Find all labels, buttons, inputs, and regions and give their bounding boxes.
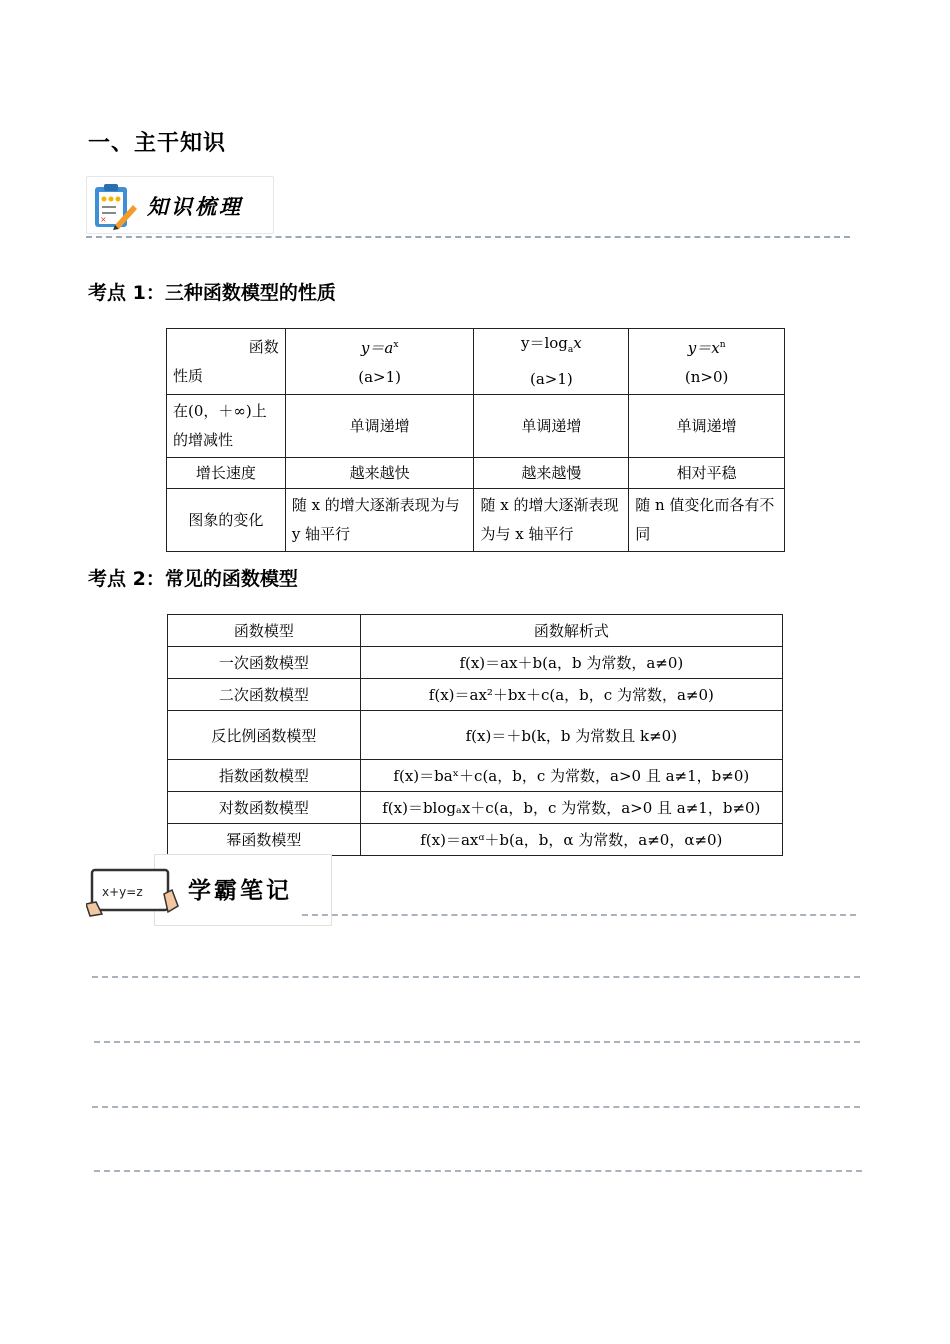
svg-text:×: × [100, 215, 107, 224]
notes-badge-title: 学霸笔记 [188, 878, 292, 904]
model-name: 反比例函数模型 [168, 711, 361, 760]
table-cell: 越来越慢 [474, 458, 629, 489]
table-row [168, 711, 783, 760]
table-cell: 单调递增 [474, 395, 629, 458]
row-label: 图象的变化 [167, 489, 286, 552]
note-line [92, 976, 860, 978]
model-name: 对数函数模型 [168, 792, 361, 824]
table-header-row [168, 615, 783, 647]
row-label: 在(0，＋∞)上的增减性 [167, 395, 286, 458]
note-line [92, 1106, 860, 1108]
page-heading: 一、主干知识 [88, 131, 227, 156]
notes-badge [86, 856, 330, 924]
table-row [168, 679, 783, 711]
section-title-2: 考点 2：常见的函数模型 [88, 568, 298, 590]
col-header-exponential: $y=a^x$ (a>1) [285, 329, 474, 395]
section-title-1: 考点 1：三种函数模型的性质 [88, 282, 336, 304]
col-header-logarithmic: $y=\log_ax$ (a>1) [474, 329, 629, 395]
row-label: 增长速度 [167, 458, 286, 489]
table-cell: 单调递增 [629, 395, 785, 458]
table-corner-cell [167, 329, 286, 395]
model-expr: f(x)＝ax＋b(a，b 为常数，a≠0) [360, 647, 782, 679]
table-row [167, 395, 785, 458]
table-cell: 单调递增 [285, 395, 474, 458]
properties-table [166, 328, 785, 552]
model-expr: f(x)＝blogₐx＋c(a，b，c 为常数，a>0 且 a≠1，b≠0) [360, 792, 782, 824]
dashed-divider [86, 236, 850, 238]
table-cell: 随 n 值变化而各有不同 [629, 489, 785, 552]
table-cell: 随 x 的增大逐渐表现为与 x 轴平行 [474, 489, 629, 552]
models-table [167, 614, 783, 856]
model-expr: f(x)＝＋b(k，b 为常数且 k≠0) [360, 711, 782, 760]
knowledge-badge [86, 176, 274, 234]
knowledge-badge-title: 知识梳理 [147, 194, 243, 219]
model-name: 幂函数模型 [168, 824, 361, 856]
corner-top-label: 函数 [248, 337, 279, 356]
model-name: 二次函数模型 [168, 679, 361, 711]
model-name: 一次函数模型 [168, 647, 361, 679]
model-expr: f(x)＝baˣ＋c(a，b，c 为常数，a>0 且 a≠1，b≠0) [360, 760, 782, 792]
table-row [168, 760, 783, 792]
note-line [94, 1170, 862, 1172]
header-cell: 函数模型 [168, 615, 361, 647]
table-row [167, 329, 785, 395]
clipboard-icon [89, 181, 139, 231]
table-row [167, 489, 785, 552]
table-row [168, 824, 783, 856]
table-cell: 越来越快 [285, 458, 474, 489]
note-line [94, 1041, 860, 1043]
header-cell: 函数解析式 [360, 615, 782, 647]
model-expr: f(x)＝axᵅ＋b(a，b，α 为常数，a≠0，α≠0) [360, 824, 782, 856]
corner-bottom-label: 性质 [173, 366, 204, 385]
table-cell: 相对平稳 [629, 458, 785, 489]
tablet-icon [86, 866, 186, 924]
model-name: 指数函数模型 [168, 760, 361, 792]
table-row [168, 647, 783, 679]
table-cell: 随 x 的增大逐渐表现为与 y 轴平行 [285, 489, 474, 552]
table-row [168, 792, 783, 824]
table-row [167, 458, 785, 489]
tablet-text: x+y=z [102, 885, 143, 899]
note-line [302, 914, 856, 916]
col-header-power: $y=x^n$ (n>0) [629, 329, 785, 395]
model-expr: f(x)＝ax²＋bx＋c(a，b，c 为常数，a≠0) [360, 679, 782, 711]
